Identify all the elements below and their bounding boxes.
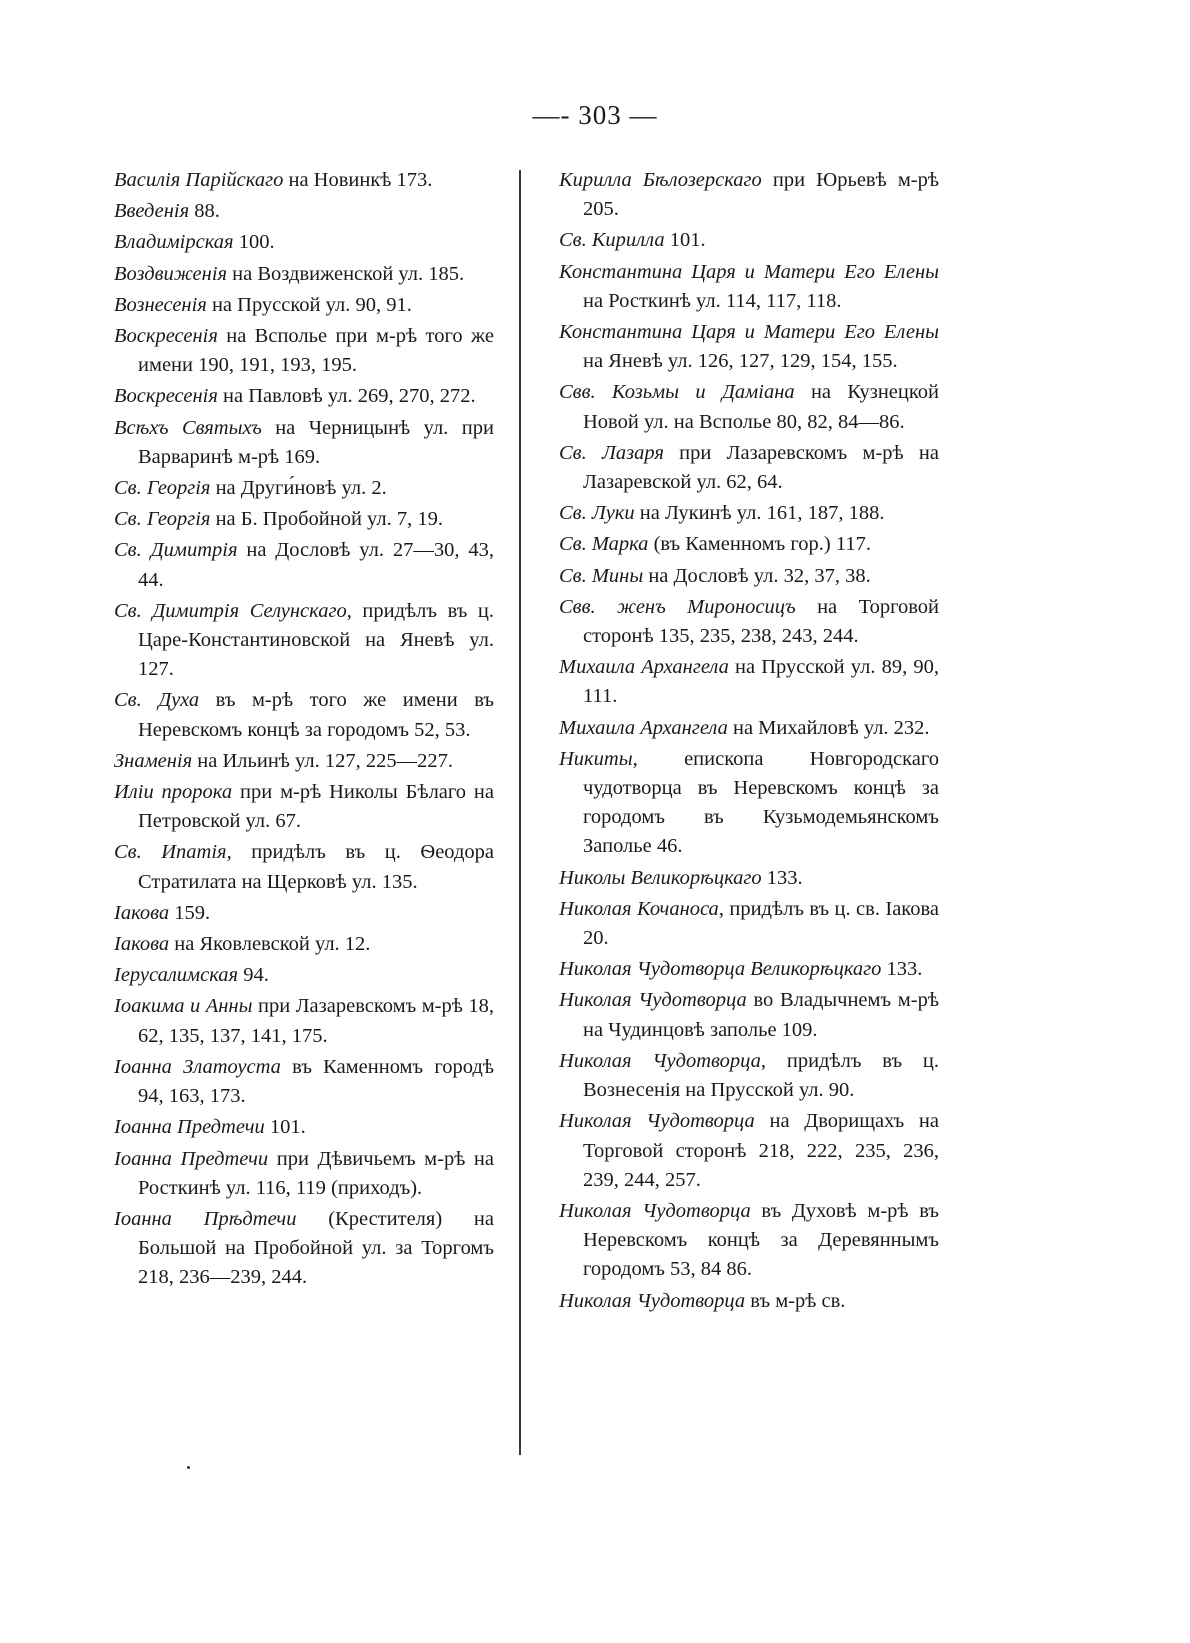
index-entry <box>559 318 939 376</box>
index-entry <box>114 474 494 503</box>
entry-text: на Всполье при м-рѣ того же имени 190, 191, 193, 195. <box>138 325 494 377</box>
index-entry <box>559 895 939 953</box>
entry-name: Св. Духа <box>114 689 200 712</box>
entry-name: Владимірская <box>114 231 234 254</box>
entry-name: Всѣхъ Святыхъ <box>114 416 262 439</box>
index-entry <box>559 1287 939 1316</box>
entry-name: Воздвиженія <box>114 262 228 285</box>
entry-name: Св. Кирилла <box>559 229 665 252</box>
entry-text: на Яковлевской ул. 12. <box>169 933 371 956</box>
entry-text: на Б. Пробойной ул. 7, 19. <box>210 508 444 531</box>
index-entry <box>559 714 939 743</box>
entry-text: на Яневѣ ул. 126, 127, 129, 154, 155. <box>583 350 898 373</box>
index-entry <box>114 838 494 896</box>
entry-text: 100. <box>233 231 275 254</box>
entry-text: на Дословѣ ул. 27—30, 43, 44. <box>138 539 494 591</box>
entry-name: Іоакима и Анны <box>114 995 253 1018</box>
index-entry <box>559 653 939 711</box>
index-entry <box>114 197 494 226</box>
entry-text: при Юрьевѣ м-рѣ 205. <box>583 169 940 221</box>
entry-name: Николая Чудотворца Великорѣцкаго <box>559 958 882 981</box>
entry-name: Іоанна Прѣдтечи <box>114 1207 297 1230</box>
entry-name: Іоанна Предтечи <box>114 1116 265 1139</box>
index-entry <box>559 258 939 316</box>
entry-text: на Черницынѣ ул. при Варваринѣ м-рѣ 169. <box>138 416 494 468</box>
entry-text: на Прусской ул. 90, 91. <box>206 293 412 316</box>
entry-name: Св. Димитрія <box>114 539 238 562</box>
index-entry <box>114 166 494 195</box>
entry-name: Константина Царя и Матери Его Елены <box>559 260 939 283</box>
index-entry <box>559 864 939 893</box>
entry-text: при м-рѣ Николы Бѣлаго на Петровской ул. 67. <box>138 781 494 833</box>
index-entry <box>114 536 494 594</box>
index-entry <box>114 1053 494 1111</box>
index-entry <box>559 166 939 224</box>
entry-text: на Михайловѣ ул. 232. <box>727 716 930 739</box>
index-entry <box>559 986 939 1044</box>
entry-text: на Ильинѣ ул. 127, 225—227. <box>192 749 454 772</box>
entry-name: Св. Георгія <box>114 508 211 531</box>
entry-text: въ Духовѣ м-рѣ въ Неревскомъ концѣ за Деревяннымъ городомъ 53, 84 86. <box>583 1199 939 1281</box>
entry-name: Св. Димитрія Селунскаго <box>114 599 347 622</box>
index-entry <box>114 778 494 836</box>
entry-text: при Лазаревскомъ м-рѣ 18, 62, 135, 137, 141, 175. <box>138 995 494 1047</box>
entry-text: 88. <box>189 200 220 223</box>
index-entry <box>559 1047 939 1105</box>
entry-name: Свв. Козьмы и Даміана <box>559 381 795 404</box>
entry-name: Знаменія <box>114 749 193 772</box>
right-column <box>559 166 939 1318</box>
entry-text: на Дворищахъ на Торговой сторонѣ 218, 222, 235, 236, 239, 244, 257. <box>583 1110 939 1191</box>
index-entry <box>114 228 494 257</box>
index-entry <box>114 414 494 472</box>
entry-text: на Торговой сторонѣ 135, 235, 238, 243, 244. <box>583 595 939 648</box>
index-entry <box>559 1107 939 1195</box>
index-entry <box>559 226 939 255</box>
index-entry <box>559 1197 939 1285</box>
entry-name: Николая Чудотворца <box>559 1049 761 1072</box>
entry-text: на Кузнецкой Новой ул. на Всполье 80, 82, 84—86. <box>583 381 939 433</box>
entry-text: при Лазаревскомъ м-рѣ на Лазаревской ул. 62, 64. <box>583 441 939 494</box>
entry-name: Св. Мины <box>559 564 644 587</box>
entry-name: Николая Чудотворца <box>559 989 747 1012</box>
entry-text: 101. <box>264 1116 306 1139</box>
left-column <box>114 166 494 1295</box>
column-divider <box>519 170 521 1455</box>
entry-text: во Владычнемъ м-рѣ на Чудинцовѣ заполье 109. <box>583 989 939 1041</box>
entry-name: Николая Чудотворца <box>559 1110 755 1133</box>
index-entry <box>114 686 494 744</box>
entry-name: Іоанна Златоуста <box>114 1055 281 1078</box>
index-entry <box>559 378 939 436</box>
index-entry <box>114 291 494 320</box>
entry-name: Іакова <box>114 933 170 956</box>
index-entry <box>114 747 494 776</box>
entry-text: на Воздвиженской ул. 185. <box>227 262 465 285</box>
entry-text: , придѣлъ въ ц. Вознесенія на Прусской ул. 90. <box>583 1049 939 1102</box>
entry-name: Николая Чудотворца <box>559 1199 751 1222</box>
index-entry <box>559 499 939 528</box>
entry-text: на Новинкѣ 173. <box>283 169 433 191</box>
entry-text: при Дѣвичьемъ м-рѣ на Росткинѣ ул. 116, 119 (приходъ). <box>138 1147 494 1199</box>
entry-text: въ Каменномъ городѣ 94, 163, 173. <box>138 1055 494 1108</box>
entry-text: въ м-рѣ того же имени въ Неревскомъ концѣ за городомъ 52, 53. <box>138 689 494 741</box>
entry-name: Василія Парійскаго <box>114 169 284 191</box>
entry-name: Св. Ипатія, <box>114 841 232 864</box>
entry-text: въ м-рѣ св. <box>745 1289 846 1312</box>
page-number: —- 303 — <box>532 100 658 130</box>
entry-name: Константина Царя и Матери Его Елены <box>559 321 939 344</box>
entry-name: Іакова <box>114 901 170 924</box>
entry-name: Никиты, <box>559 747 638 770</box>
entry-name: Николая Кочаноса <box>559 897 719 920</box>
entry-name: Кирилла Бѣлозерскаго <box>559 169 762 191</box>
entry-text: на Други́новѣ ул. 2. <box>210 477 387 500</box>
entry-name: Св. Луки <box>559 502 635 525</box>
entry-name: Введенія <box>114 200 190 223</box>
index-entry <box>114 1205 494 1293</box>
entry-name: Воскресенія <box>114 385 218 408</box>
index-entry <box>114 597 494 685</box>
index-entry <box>559 562 939 591</box>
entry-name: Иліи пророка <box>114 781 233 804</box>
index-entry <box>559 530 939 559</box>
entry-text: на Росткинѣ ул. 114, 117, 118. <box>583 289 842 312</box>
entry-name: Михаила Архангела <box>559 716 728 739</box>
index-entry <box>114 322 494 380</box>
entry-text: 159. <box>169 901 211 924</box>
entry-name: Іерусалимская <box>114 964 239 987</box>
entry-name: Воскресенія <box>114 325 218 348</box>
entry-name: Св. Марка <box>559 533 649 556</box>
entry-name: Вознесенія <box>114 293 207 316</box>
entry-name: Николы Великорѣцкаго <box>559 866 762 889</box>
entry-text: 133. <box>881 958 923 981</box>
index-entry <box>114 1113 494 1142</box>
entry-name: Михаила Архангела <box>559 656 729 679</box>
index-entry <box>114 899 494 928</box>
index-entry <box>559 745 939 862</box>
entry-name: Николая Чудотворца <box>559 1289 746 1312</box>
entry-text: 101. <box>664 229 706 252</box>
entry-text: 94. <box>238 964 269 987</box>
entry-text: придѣлъ въ ц. Ѳеодора Стратилата на Щерковѣ ул. 135. <box>138 841 494 893</box>
entry-text: епископа Новгородскаго чудотворца въ Неревскомъ концѣ за городомъ въ Кузьмодемьянскомъ Заполье 46. <box>583 747 939 858</box>
index-entry <box>559 955 939 984</box>
entry-text: (Крестителя) на Большой на Пробойной ул. за Торгомъ 218, 236—239, 244. <box>138 1207 494 1289</box>
entry-text: на Лукинѣ ул. 161, 187, 188. <box>634 502 885 525</box>
entry-name: Св. Лазаря <box>559 441 664 464</box>
entry-name: Св. Георгія <box>114 477 211 500</box>
index-entry <box>114 930 494 959</box>
entry-text: на Павловѣ ул. 269, 270, 272. <box>217 385 476 408</box>
entry-name: Свв. женъ Мироносицъ <box>559 595 796 618</box>
index-entry <box>114 961 494 990</box>
entry-text: на Прусской ул. 89, 90, 111. <box>583 656 939 708</box>
index-entry <box>559 593 939 651</box>
ink-mark <box>187 1466 190 1469</box>
index-entry <box>114 1145 494 1203</box>
index-entry <box>114 992 494 1050</box>
index-entry <box>114 505 494 534</box>
index-entry <box>559 439 939 497</box>
entry-text: 133. <box>761 866 803 889</box>
entry-text: , придѣлъ въ ц. Царе-Константиновской на Яневѣ ул. 127. <box>138 599 495 681</box>
entry-text: (въ Каменномъ гор.) 117. <box>648 533 871 556</box>
entry-name: Іоанна Предтечи <box>114 1147 269 1170</box>
index-entry <box>114 260 494 289</box>
entry-text: , придѣлъ въ ц. св. Іакова 20. <box>583 897 939 950</box>
entry-text: на Дословѣ ул. 32, 37, 38. <box>643 564 871 587</box>
index-entry <box>114 382 494 411</box>
